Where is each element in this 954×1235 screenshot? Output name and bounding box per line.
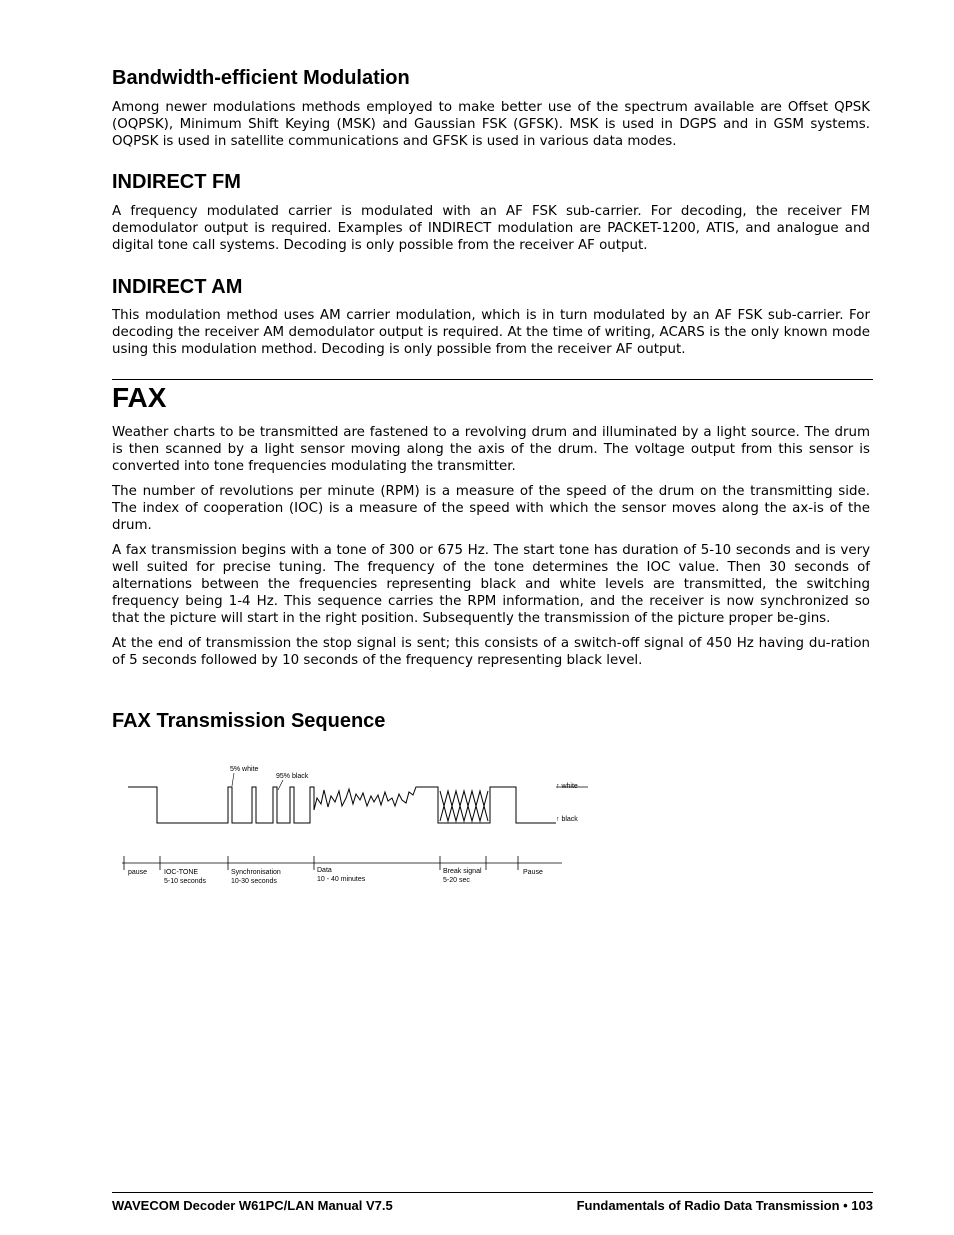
phase-pause-end: Pause (523, 869, 543, 876)
paragraph-indirect-am: This modulation method uses AM carrier modulation, which is in turn modulated by an AF FSK sub-carrier. For decoding the receiver AM demodulator output is required. At the time of writing, ACARS is the only known mode using this modulation method. Decoding is only possible from the receiver AF output. (112, 308, 870, 357)
page-footer (112, 1192, 873, 1213)
fax-paragraph-1: Weather charts to be transmitted are fastened to a revolving drum and illuminated by a light source. The drum is then scanned by a light sensor moving along the axis of the drum. The voltage output from this sensor is converted into tone frequencies modulating the transmitter. (112, 425, 870, 474)
fax-paragraph-2: The number of revolutions per minute (RPM) is a measure of the speed of the drum on the transmitting side. The index of cooperation (IOC) is a measure of the speed with which the sensor moves along the ax-is of the drum. (112, 484, 870, 533)
timeline-labels (128, 867, 543, 885)
section-fax-sequence (112, 709, 870, 733)
label-black-level: ↑ black (556, 816, 578, 823)
fax-paragraph-4: At the end of transmission the stop signal is sent; this consists of a switch-off signal of 450 Hz having du-ration of 5 seconds followed by 10 seconds of the frequency representing black level. (112, 636, 870, 668)
heading-bandwidth-efficient-modulation: Bandwidth-efficient Modulation (112, 67, 410, 89)
phase-synchronisation-duration: 10-30 seconds (231, 878, 277, 885)
section-fax (112, 382, 870, 414)
heading-indirect-fm: INDIRECT FM (112, 171, 241, 193)
section-divider (112, 379, 873, 380)
phase-ioc-tone: IOC-TONE (164, 869, 199, 876)
label-95-percent-black: 95% black (276, 773, 309, 780)
phase-break-signal: Break signal (443, 868, 482, 875)
phase-ioc-tone-duration: 5-10 seconds (164, 878, 207, 885)
phase-synchronisation: Synchronisation (231, 869, 281, 876)
phase-pause-start: pause (128, 869, 148, 876)
signal-waveform (128, 787, 588, 823)
footer-chapter-page: Fundamentals of Radio Data Transmission • 103 (576, 1198, 873, 1213)
heading-fax: FAX (112, 382, 167, 413)
section-indirect-fm (112, 170, 870, 254)
paragraph-indirect-fm: A frequency modulated carrier is modulated with an AF FSK sub-carrier. For decoding, the receiver FM demodulator output is required. Examples of INDIRECT modulation are PACKET-1200, ATIS, and analogue and digital tone call systems. Decoding is only possible from the receiver AF output. (112, 204, 870, 253)
phase-break-signal-duration: 5-20 sec (443, 877, 470, 884)
diagram-annotations (230, 766, 578, 823)
fax-sequence-diagram (118, 760, 588, 890)
section-bandwidth (112, 66, 870, 150)
label-5-percent-white: 5% white (230, 766, 259, 773)
heading-fax-transmission-sequence: FAX Transmission Sequence (112, 710, 386, 732)
timeline (122, 856, 562, 870)
fax-paragraphs (112, 424, 870, 669)
footer-manual-title: WAVECOM Decoder W61PC/LAN Manual V7.5 (112, 1198, 393, 1213)
paragraph-bandwidth: Among newer modulations methods employed to make better use of the spectrum available are Offset QPSK (OQPSK), Minimum Shift Keying (MSK) and Gaussian FSK (GFSK). MSK is used in DGPS and in GSM systems. OQPSK is used in satellite communications and GFSK is used in various data modes. (112, 100, 870, 149)
fax-paragraph-3: A fax transmission begins with a tone of 300 or 675 Hz. The start tone has duration of 5-10 seconds and is very well suited for precise tuning. The frequency of the tone determines the IOC value. Then 30 seconds of alternations between the frequencies representing black and white levels are transmitted, the switching frequency being 1-4 Hz. This sequence carries the RPM information, and the receiver is now synchronized so that the picture will start in the right position. Subsequently the transmission of the picture proper be-gins. (112, 543, 870, 626)
phase-data-duration: 10 - 40 minutes (317, 876, 366, 883)
label-white-level: ↑ white (556, 783, 578, 790)
section-indirect-am (112, 275, 870, 358)
heading-indirect-am: INDIRECT AM (112, 276, 243, 298)
phase-data: Data (317, 867, 332, 874)
